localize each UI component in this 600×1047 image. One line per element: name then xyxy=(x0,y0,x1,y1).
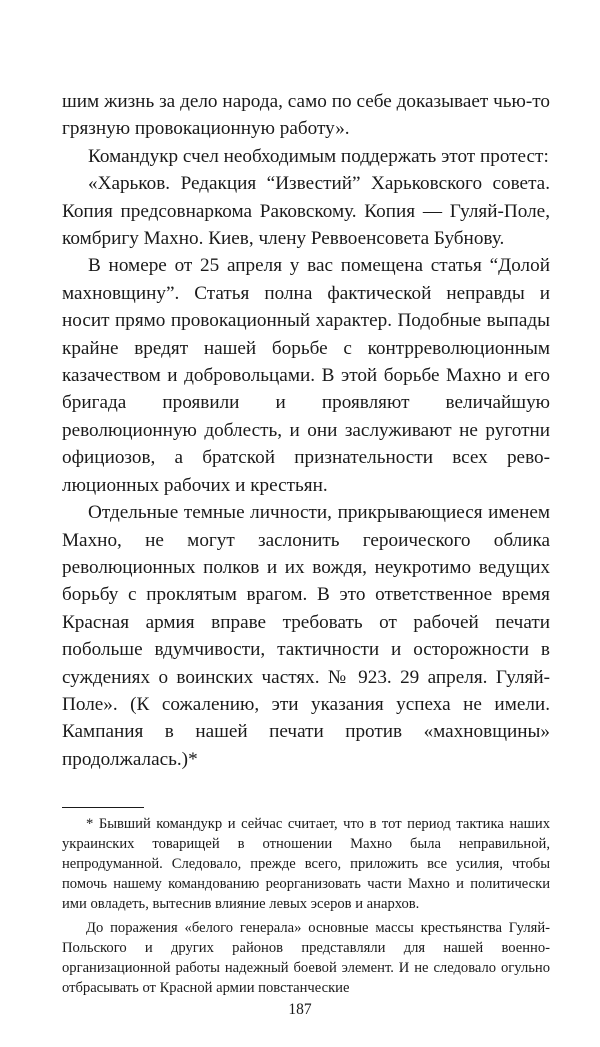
footnotes xyxy=(62,814,550,998)
paragraph-commander-support: Командукр счел необходимым поддержать этот протест: xyxy=(88,145,549,167)
footnote-commander-opinion: * Бывший командукр и сейчас считает, что в тот период тактика наших украинских товарищей в отношении Махно была неправильной, непродуманной. Следовало, прежде всего, приложить все усилия, чтобы помочь нашему командованию реорганизовать части Махно и политически ими овладеть, вытеснив влияние левых эсеров и анархов. xyxy=(62,816,550,913)
footnote-white-general: До поражения «белого генерала» основные массы крестьянства Гуляй-Польского и других районов представляли для нашей военно-организационной работы надежный боевой элемент. И не следовало огульно отбрасывать от Красной армии повстанческие xyxy=(62,920,550,997)
footnote-divider xyxy=(62,807,144,808)
paragraph-dark-personalities: Отдельные темные личности, прикрывающиеся именем Махно, не могут заслонить героического облика революционных полков и их вождя, неукротимо ведущих борьбу с проклятым врагом. В это ответственное время Красная армия вправе требовать от рабочей печати побольше вдумчивости, тактичности и осторожности в суждениях о воинских частях. № 923. 29 апреля. Гуляй-Поле». (К сожалению, эти указания успеха не имели. Кампания в нашей печати против «махновщины» продолжалась.)* xyxy=(62,502,550,770)
paragraph-continuation: шим жизнь за дело народа, само по себе доказывает чью-то грязную провокационную работу». xyxy=(62,91,550,140)
book-page xyxy=(62,88,550,998)
paragraph-telegram-address: «Харьков. Редакция “Известий” Харьковского совета. Копия предсовнаркома Раковскому. Копия — Гуляй-Поле, комбригу Махно. Киев, члену Реввоенсовета Бубнову. xyxy=(62,173,550,250)
main-text xyxy=(62,88,550,773)
page-number: 187 xyxy=(288,1001,312,1018)
paragraph-article-criticism: В номере от 25 апреля у вас помещена статья “Долой махновщину”. Статья полна фактической неправды и носит прямо провокационный характер. Подобные выпады крайне вредят нашей борьбе с контрреволюционным казачеством и добровольцами. В этой борьбе Махно и его бригада проявили и проявляют величайшую революционную доблесть, и они заслуживают не руготни официозов, а братской признательности всех революционных рабочих и крестьян. xyxy=(62,255,550,496)
